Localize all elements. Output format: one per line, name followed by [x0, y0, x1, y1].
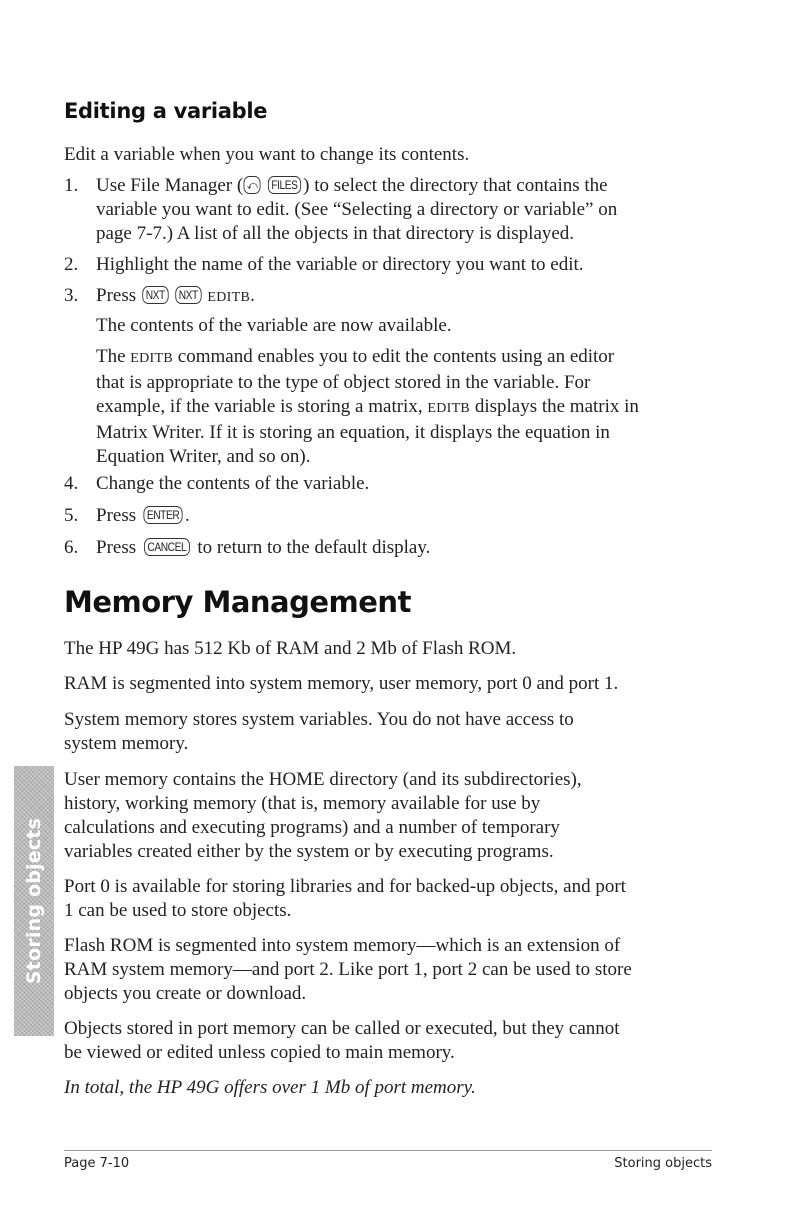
step-6-line	[96, 536, 714, 560]
paragraph-line: The HP 49G has 512 Kb of RAM and 2 Mb of Flash ROM.	[64, 638, 517, 659]
step-text: Highlight the name of the variable or directory you want to edit.	[96, 254, 584, 275]
step-text: Press	[96, 505, 137, 526]
step-3-line	[96, 284, 714, 310]
paragraph-line: calculations and executing programs) and a number of temporary	[64, 817, 560, 838]
punctuation: .	[185, 505, 190, 526]
step-number: 4.	[64, 473, 79, 494]
paragraph-line: be viewed or edited unless copied to main memory.	[64, 1042, 455, 1063]
step-1-line-3: page 7-7.) A list of all the objects in that directory is displayed.	[96, 223, 575, 244]
section-heading-editing-a-variable: Editing a variable	[64, 99, 268, 123]
memory-paragraph-4	[64, 768, 714, 864]
paragraph-line: Port 0 is available for storing libraries and for backed-up objects, and port	[64, 876, 626, 897]
editb-softkey: EDITB	[207, 290, 251, 305]
step-text: Press	[96, 285, 137, 306]
step-text: to return to the default display.	[197, 537, 431, 558]
step-number: 5.	[64, 505, 79, 526]
memory-paragraph-6	[64, 934, 714, 1006]
note-text: command enables you to edit the contents using an editor	[177, 346, 615, 367]
paragraph-line: RAM is segmented into system memory, user memory, port 0 and port 1.	[64, 673, 619, 694]
step-5-line	[96, 504, 714, 528]
editb-command: EDITB	[427, 401, 471, 416]
editb-command: EDITB	[130, 351, 174, 366]
note-text: The	[96, 346, 126, 367]
intro-paragraph: Edit a variable when you want to change its contents.	[64, 144, 470, 165]
step-text: Use File Manager (	[96, 175, 244, 196]
step-1-line-1	[96, 174, 714, 198]
memory-note-italic: In total, the HP 49G offers over 1 Mb of port memory.	[64, 1077, 476, 1098]
step-number: 6.	[64, 537, 79, 558]
note-text: Matrix Writer. If it is storing an equation, it displays the equation in	[96, 422, 610, 443]
memory-paragraph-2	[64, 672, 714, 696]
note-text: Equation Writer, and so on).	[96, 446, 311, 467]
step-3-note-2	[96, 345, 716, 469]
footer-page-number: Page 7-10	[64, 1156, 130, 1171]
step-1	[64, 174, 714, 246]
enter-key-icon: ENTER	[143, 506, 182, 524]
section-heading-memory-management: Memory Management	[64, 585, 411, 619]
step-4	[64, 472, 714, 496]
nxt-key-icon: NXT	[175, 286, 201, 304]
files-key-icon: FILES	[268, 176, 301, 194]
paragraph-line: Objects stored in port memory can be called or executed, but they cannot	[64, 1018, 620, 1039]
memory-paragraph-5	[64, 875, 714, 923]
memory-paragraph-3	[64, 708, 714, 756]
step-3-note-1: The contents of the variable are now available.	[96, 315, 452, 336]
note-text: that is appropriate to the type of object stored in the variable. For	[96, 372, 591, 393]
step-number: 1.	[64, 175, 79, 196]
paragraph-line: User memory contains the HOME directory (and its subdirectories),	[64, 769, 582, 790]
cancel-key-icon: CANCEL	[144, 538, 190, 556]
paragraph-line: 1 can be used to store objects.	[64, 900, 292, 921]
nxt-key-icon: NXT	[142, 286, 168, 304]
chapter-side-tab	[14, 766, 54, 1036]
paragraph-line: objects you create or download.	[64, 983, 307, 1004]
punctuation: .	[250, 285, 255, 306]
footer-rule	[64, 1150, 712, 1151]
paragraph-line: history, working memory (that is, memory available for use by	[64, 793, 541, 814]
left-shift-key-icon: ⤺	[244, 176, 261, 194]
note-text: displays the matrix in	[474, 396, 639, 417]
step-1-line-2: variable you want to edit. (See “Selecting a directory or variable” on	[96, 199, 618, 220]
step-6	[64, 536, 714, 560]
step-number: 3.	[64, 285, 79, 306]
step-number: 2.	[64, 254, 79, 275]
step-text: Press	[96, 537, 137, 558]
step-text: ) to select the directory that contains the	[303, 175, 608, 196]
paragraph-line: System memory stores system variables. You do not have access to	[64, 709, 574, 730]
step-3	[64, 284, 714, 310]
paragraph-line: system memory.	[64, 733, 189, 754]
memory-paragraph-1	[64, 637, 714, 661]
note-text: example, if the variable is storing a matrix,	[96, 396, 423, 417]
step-5	[64, 504, 714, 528]
paragraph-line: Flash ROM is segmented into system memory—which is an extension of	[64, 935, 621, 956]
chapter-side-tab-label: Storing objects	[23, 817, 45, 985]
paragraph-line: variables created either by the system or by executing programs.	[64, 841, 554, 862]
footer-chapter-title: Storing objects	[614, 1156, 712, 1171]
memory-paragraph-7	[64, 1017, 714, 1065]
step-text: Change the contents of the variable.	[96, 473, 370, 494]
step-2	[64, 253, 714, 277]
paragraph-line: RAM system memory—and port 2. Like port 1, port 2 can be used to store	[64, 959, 632, 980]
